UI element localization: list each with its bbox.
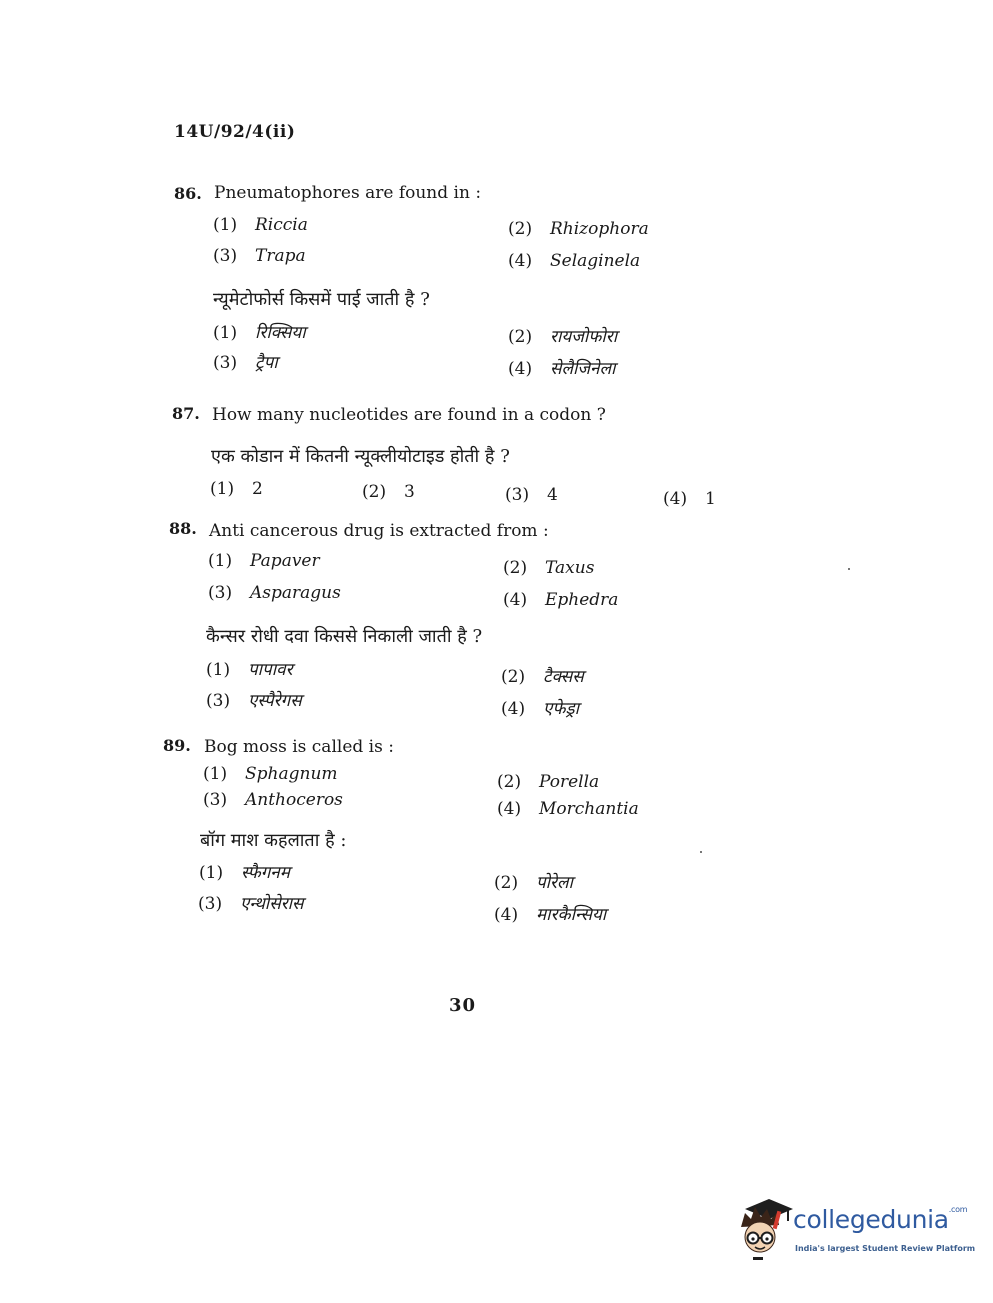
option-text: 4 [547, 485, 558, 505]
option-1-hi [206, 657, 293, 680]
option-number: (3) [208, 583, 233, 603]
option-text: 3 [404, 482, 415, 502]
question-number: 87. [172, 404, 200, 423]
option-1-en [208, 551, 320, 571]
option-number: (3) [203, 790, 228, 810]
option-number: (4) [501, 699, 526, 719]
mascot-icon [735, 1195, 795, 1265]
option-text: सेलैजिनेला [550, 359, 616, 379]
option-number: (1) [203, 764, 228, 784]
option-3 [505, 485, 558, 505]
option-number: (2) [508, 219, 533, 239]
option-4-hi [501, 696, 579, 719]
option-text: Porella [539, 772, 600, 792]
option-text: Anthoceros [245, 790, 343, 810]
option-number: (2) [508, 327, 533, 347]
option-text: Asparagus [250, 583, 341, 603]
question-number: 86. [174, 184, 202, 203]
option-text: रायजोफोरा [550, 327, 618, 347]
option-text: एस्पैरेगस [248, 691, 302, 711]
option-4-en [497, 799, 639, 819]
option-text: टैक्सस [543, 667, 584, 687]
option-number: (4) [663, 489, 688, 509]
question-text-en: Pneumatophores are found in : [214, 183, 482, 203]
option-2-en [508, 219, 649, 239]
option-number: (1) [210, 479, 235, 499]
option-text: Morchantia [539, 799, 639, 819]
option-text: Ephedra [545, 590, 619, 610]
question-text-hi: एक कोडान में कितनी न्यूक्लीयोटाइड होती है ? [211, 446, 510, 467]
option-number: (2) [497, 772, 522, 792]
option-number: (4) [508, 251, 533, 271]
option-number: (4) [508, 359, 533, 379]
option-number: (3) [213, 246, 238, 266]
option-4 [663, 489, 716, 509]
page-number: 30 [449, 995, 477, 1016]
option-text: ट्रैपा [255, 353, 278, 373]
question-text-en: Bog moss is called is : [204, 737, 394, 757]
option-text: Rhizophora [550, 219, 649, 239]
option-1-en [203, 764, 338, 784]
scan-speck [700, 851, 702, 853]
option-number: (1) [213, 323, 238, 343]
option-text: स्फैगनम [241, 863, 290, 883]
option-text: पोरेला [536, 873, 573, 893]
brand-name: collegedunia$^{.com}$ [793, 1205, 968, 1234]
option-number: (1) [213, 215, 238, 235]
option-number: (3) [213, 353, 238, 373]
option-number: (2) [501, 667, 526, 687]
option-number: (1) [208, 551, 233, 571]
option-text: Riccia [255, 215, 308, 235]
question-text-en: How many nucleotides are found in a codon ? [212, 405, 606, 425]
option-text: Taxus [545, 558, 595, 578]
option-4-en [503, 590, 618, 610]
option-number: (3) [198, 894, 223, 914]
option-number: (4) [503, 590, 528, 610]
option-3-en [203, 790, 343, 810]
option-number: (4) [494, 905, 519, 925]
collegedunia-logo [735, 1195, 976, 1265]
option-3-hi [213, 350, 278, 373]
option-3-hi [198, 891, 304, 914]
option-number: (2) [503, 558, 528, 578]
option-2-hi [501, 664, 584, 687]
scan-speck [848, 568, 850, 570]
option-text: Sphagnum [245, 764, 338, 784]
question-text-hi: बॉग माश कहलाता है : [200, 830, 347, 851]
option-text: 1 [705, 489, 716, 509]
paper-code: 14U/92/4(ii) [174, 122, 296, 142]
option-1 [210, 479, 263, 499]
question-text-hi: कैन्सर रोधी दवा किससे निकाली जाती है ? [206, 626, 483, 647]
option-3-hi [206, 688, 302, 711]
option-number: (3) [505, 485, 530, 505]
option-text: पापावर [248, 660, 293, 680]
option-2-hi [508, 324, 617, 347]
brand-tagline: India's largest Student Review Platform [795, 1244, 976, 1253]
option-text: Selaginela [550, 251, 641, 271]
question-number: 88. [169, 519, 197, 538]
option-1-hi [213, 320, 306, 343]
question-number: 89. [163, 736, 191, 755]
option-text: 2 [252, 479, 263, 499]
question-text-en: Anti cancerous drug is extracted from : [209, 521, 549, 541]
option-3-en [208, 583, 341, 603]
option-4-hi [494, 902, 606, 925]
option-1-hi [199, 860, 290, 883]
option-4-hi [508, 356, 615, 379]
option-2-hi [494, 870, 573, 893]
option-2-en [497, 772, 599, 792]
option-number: (3) [206, 691, 231, 711]
option-number: (4) [497, 799, 522, 819]
option-number: (2) [494, 873, 519, 893]
option-text: Papaver [250, 551, 320, 571]
question-text-hi: न्यूमेटोफोर्स किसमें पाई जाती है ? [213, 289, 430, 310]
option-3-en [213, 246, 306, 266]
option-text: रिक्सिया [255, 323, 306, 343]
option-2-en [503, 558, 594, 578]
option-number: (1) [199, 863, 224, 883]
option-text: मारकैन्सिया [536, 905, 607, 925]
option-1-en [213, 215, 308, 235]
option-2 [362, 482, 415, 502]
option-text: Trapa [255, 246, 306, 266]
option-4-en [508, 251, 640, 271]
option-text: एन्थोसेरास [240, 894, 304, 914]
option-text: एफेड्रा [543, 699, 580, 719]
option-number: (1) [206, 660, 231, 680]
option-number: (2) [362, 482, 387, 502]
